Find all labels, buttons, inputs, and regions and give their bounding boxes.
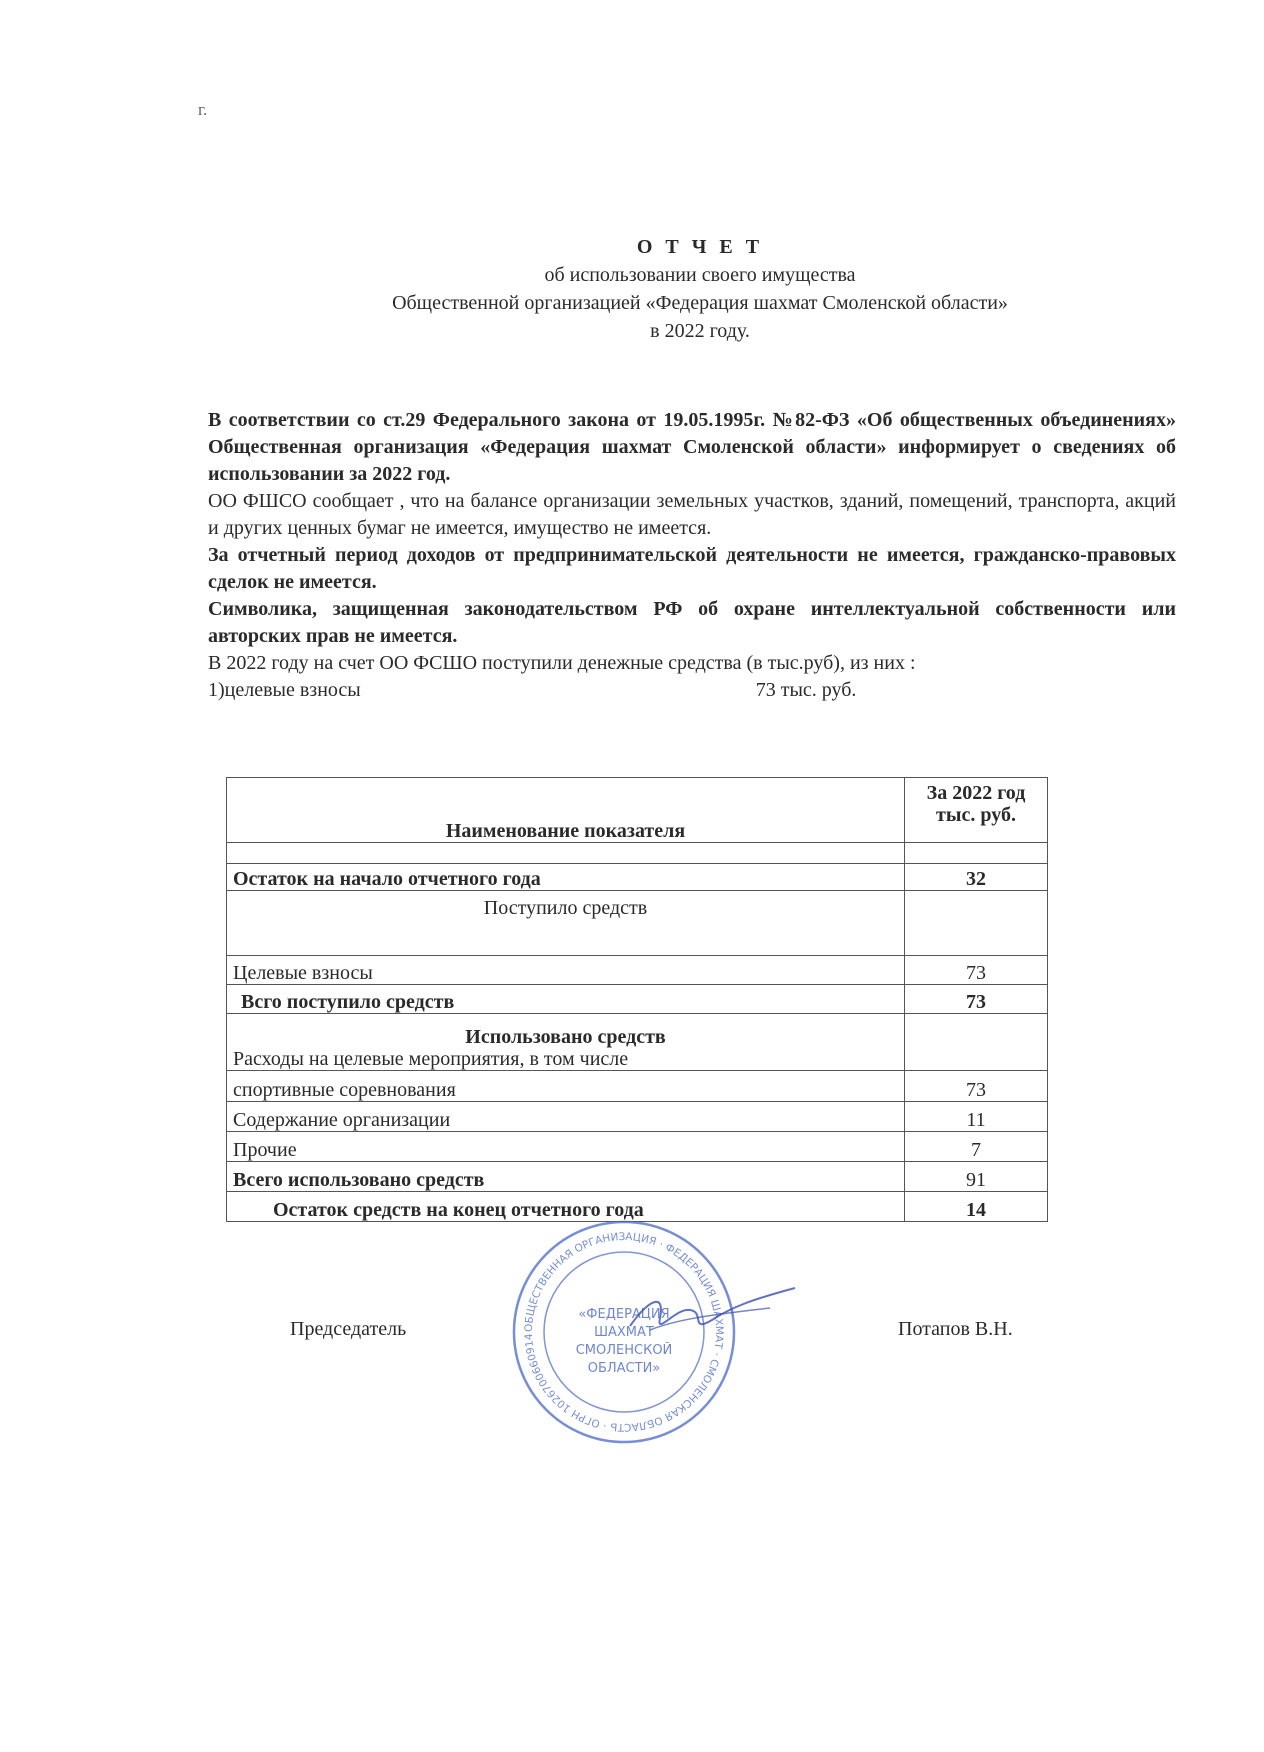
svg-text:ОБЛАСТИ»: ОБЛАСТИ» — [587, 1361, 661, 1376]
table-row — [227, 1162, 1048, 1192]
contributions-amount: 73 тыс. руб. — [755, 679, 857, 701]
paragraph-contributions — [208, 677, 1176, 704]
table-row — [227, 864, 1048, 891]
row-label: Расходы на целевые мероприятия, в том числе — [233, 1048, 629, 1070]
row-label: Содержание организации — [227, 1102, 905, 1132]
row-label: Прочие — [227, 1132, 905, 1162]
paragraph-legal-basis: В соответствии со ст.29 Федерального закона от 19.05.1995г. №82-ФЗ «Об общественных объединениях» Общественная организация «Федерация шахмат Смоленской области» информирует о сведениях об использовании за 2022 год. — [208, 409, 1176, 485]
svg-text:СМОЛЕНСКОЙ: СМОЛЕНСКОЙ — [575, 1343, 673, 1358]
row-label: Использовано средств — [465, 1026, 666, 1048]
svg-text:ШАХМАТ: ШАХМАТ — [594, 1325, 654, 1340]
row-value: 91 — [905, 1162, 1048, 1192]
row-value: 73 — [905, 956, 1048, 985]
row-group-label — [227, 1014, 905, 1071]
row-label: Поступило средств — [227, 891, 905, 956]
row-value — [905, 891, 1048, 956]
row-value: 32 — [905, 864, 1048, 891]
table-row — [227, 1102, 1048, 1132]
row-label: Остаток на начало отчетного года — [227, 864, 905, 891]
report-organization: Общественной организацией «Федерация шахмат Смоленской области» — [392, 292, 1008, 314]
row-value: 73 — [905, 985, 1048, 1014]
report-year: в 2022 году. — [650, 320, 750, 342]
report-body — [208, 407, 1176, 704]
svg-text:«ФЕДЕРАЦИЯ: «ФЕДЕРАЦИЯ — [578, 1307, 670, 1322]
row-value — [905, 1014, 1048, 1071]
row-label: Всего использовано средств — [227, 1162, 905, 1192]
table-row — [227, 1132, 1048, 1162]
row-label: спортивные соревнования — [227, 1071, 905, 1102]
row-label: Всго поступило средств — [227, 985, 905, 1014]
row-value: 11 — [905, 1102, 1048, 1132]
table-row — [227, 1071, 1048, 1102]
report-header — [200, 233, 1200, 345]
table-row — [227, 1192, 1048, 1222]
signature-icon — [620, 1278, 800, 1348]
table-row — [227, 985, 1048, 1014]
report-title: О Т Ч Е Т — [636, 236, 764, 258]
row-value: 7 — [905, 1132, 1048, 1162]
header-value — [905, 778, 1048, 843]
table-header-row — [227, 778, 1048, 843]
table-row-empty — [227, 843, 1048, 864]
header-value-line1: За 2022 год — [926, 782, 1026, 804]
table-row — [227, 891, 1048, 956]
paragraph-funds: В 2022 году на счет ОО ФСШО поступили денежные средства (в тыс.руб), из них : — [208, 652, 916, 674]
signature-name: Потапов В.Н. — [898, 1318, 1013, 1340]
row-value: 73 — [905, 1071, 1048, 1102]
financial-table — [226, 777, 1048, 1222]
paragraph-income: За отчетный период доходов от предпринимательской деятельности не имеется, гражданско-правовых сделок не имеется. — [208, 544, 1176, 593]
paragraph-symbolics: Символика, защищенная законодательством РФ об охране интеллектуальной собственности или авторских прав не имеется. — [208, 598, 1176, 647]
header-value-line2: тыс. руб. — [936, 804, 1016, 826]
table-row — [227, 956, 1048, 985]
row-label: Целевые взносы — [227, 956, 905, 985]
report-subtitle: об использовании своего имущества — [544, 264, 856, 286]
contributions-label: 1)целевые взносы — [208, 679, 361, 701]
signature-role: Председатель — [290, 1318, 407, 1340]
table-row-group — [227, 1014, 1048, 1071]
row-value: 14 — [905, 1192, 1048, 1222]
header-name: Наименование показателя — [227, 778, 905, 843]
row-label: Остаток средств на конец отчетного года — [227, 1192, 905, 1222]
corner-mark: г. — [198, 100, 208, 119]
svg-text:ОБЩЕСТВЕННАЯ ОРГАНИЗАЦИЯ · ФЕД: ОБЩЕСТВЕННАЯ ОРГАНИЗАЦИЯ · ФЕДЕРАЦИЯ ШАХМАТ · СМОЛЕНСКАЯ ОБЛАСТЬ · ОГРН 1026700660914 — [522, 1230, 726, 1434]
paragraph-property: ОО ФШСО сообщает , что на балансе организации земельных участков, зданий, помещений, транспорта, акций и других ценных бумаг не имеется, имущество не имеется. — [208, 490, 1176, 539]
